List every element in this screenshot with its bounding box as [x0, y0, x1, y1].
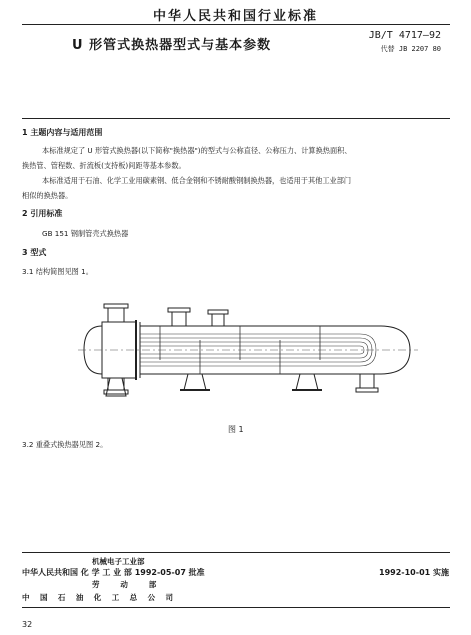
issuer-ministry-1: 机械电子工业部	[92, 557, 145, 566]
document-title: U 形管式换热器型式与基本参数	[72, 38, 272, 53]
publisher-org: 中 国 石 油 化 工 总 公 司	[22, 593, 174, 602]
header-rule	[22, 24, 450, 25]
shell-outlet-nozzle	[360, 374, 374, 388]
tube-inlet-flange	[104, 304, 128, 308]
section-2-heading: 2 引用标准	[22, 209, 63, 218]
shell-inlet-nozzle	[172, 312, 186, 326]
page-number: 32	[22, 620, 33, 629]
standard-category-header: 中华人民共和国行业标准	[152, 9, 318, 24]
footer-rule-bottom	[22, 607, 450, 608]
section-1-para-2b: 相似的换热器。	[22, 191, 73, 200]
shell-outlet-flange	[356, 388, 378, 392]
section-1-para-2a: 本标准适用于石油、化学工业用碳素钢、低合金钢和不锈耐酸钢制换热器，也适用于其他工业部门	[42, 176, 352, 185]
figure-1-caption: 图 1	[228, 425, 244, 434]
section-3-1-text: 3.1 结构简图见图 1。	[22, 267, 93, 276]
standard-number: JB/T 4717—92	[368, 30, 441, 41]
channel-support	[106, 378, 126, 396]
section-1-para-1a: 本标准规定了 U 形管式换热器(以下简称"换热器")的型式与公称直径、公称压力、计算换热面积、	[42, 146, 352, 155]
section-1-para-1b: 换热管、管程数、折流板(支持板)间距等基本参数。	[22, 161, 186, 170]
section-3-2-text: 3.2 重叠式换热器见图 2。	[22, 440, 108, 449]
implementation-date: 1992-10-01 实施	[379, 568, 449, 577]
vent-flange	[208, 310, 228, 314]
issuer-approval-line: 中华人民共和国 化 学 工 业 部 1992-05-07 批准	[22, 568, 205, 577]
issuer-ministry-3: 劳 动 部	[92, 580, 157, 589]
replaces-standard: 代替 JB 2207 80	[380, 45, 441, 53]
tube-inlet-nozzle	[108, 308, 124, 322]
saddle-right	[296, 374, 318, 390]
section-2-reference: GB 151 钢制管壳式换热器	[42, 229, 129, 238]
tube-outlet-nozzle	[108, 378, 124, 390]
section-3-heading: 3 型式	[22, 248, 47, 257]
section-1-heading: 1 主题内容与适用范围	[22, 128, 103, 137]
title-rule	[22, 118, 450, 119]
shell-inlet-flange	[168, 308, 190, 312]
footer-rule-top	[22, 552, 450, 553]
saddle-left	[184, 374, 206, 390]
vent-nozzle	[212, 314, 224, 326]
u-tube-heat-exchanger-drawing	[60, 292, 440, 412]
